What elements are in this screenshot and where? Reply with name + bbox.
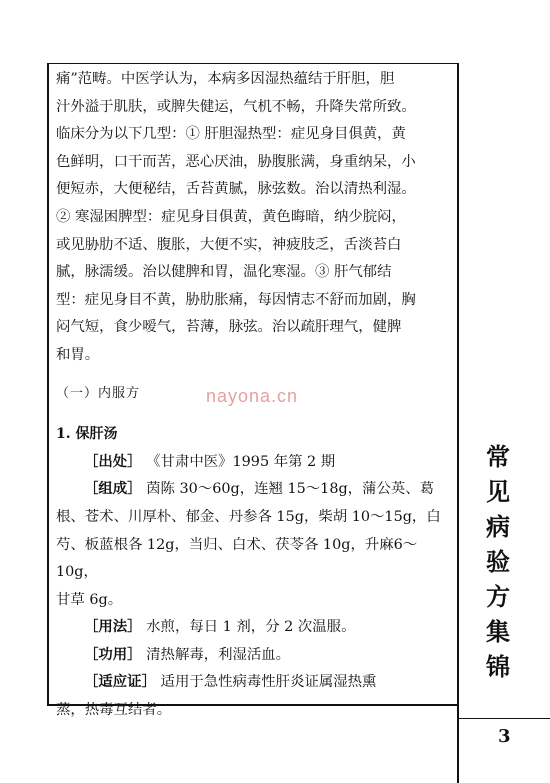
recipe-usage	[56, 614, 452, 642]
source-text: 《甘肃中医》1995 年第 2 期	[146, 453, 336, 470]
side-title-char: 验	[486, 548, 510, 576]
source-tag: ［出处］	[84, 453, 142, 470]
effect-text: 清热解毒，利湿活血。	[146, 646, 291, 663]
page-number-rule	[457, 718, 550, 719]
recipe-effect	[56, 642, 452, 670]
text-line: 和胃。	[56, 346, 100, 363]
recipe-title: 1. 保肝汤	[56, 426, 118, 443]
margin-rule	[457, 63, 459, 783]
recipe-indication	[56, 669, 452, 697]
text-line: 腻，脉濡缓。治以健脾和胃，温化寒湿。③ 肝气郁结	[56, 264, 392, 281]
book-side-title	[478, 440, 518, 685]
side-title-char: 病	[486, 513, 510, 541]
composition-line: 根、苍术、川厚朴、郁金、丹参各 15g，柴胡 10～15g，白	[56, 508, 441, 525]
side-title-char: 集	[486, 618, 510, 646]
text-line: 临床分为以下几型：① 肝胆湿热型：症见身目俱黄，黄	[56, 126, 406, 143]
text-line: 色鲜明，口干而苦，恶心厌油，胁腹胀满，身重纳呆，小	[56, 153, 416, 170]
recipe-source	[56, 449, 452, 477]
intro-paragraph	[56, 66, 452, 370]
text-line: 汁外溢于肌肤，或脾失健运，气机不畅，升降失常所致。	[56, 98, 416, 115]
text-line: 或见胁肋不适、腹胀，大便不实，神疲肢乏，舌淡苔白	[56, 236, 402, 253]
text-line: 痛”范畴。中医学认为，本病多因湿热蕴结于肝胆，胆	[56, 71, 395, 87]
usage-text: 水煎，每日 1 剂，分 2 次温服。	[146, 619, 356, 636]
section-heading: （一）内服方	[56, 385, 141, 401]
text-line: 型：症见身目不黄，胁肋胀痛，每因情志不舒而加剧，胸	[56, 291, 416, 308]
composition-tag: ［组成］	[84, 481, 142, 498]
side-title-char: 方	[486, 583, 510, 611]
side-title-char: 见	[486, 478, 510, 506]
page-number: 3	[498, 726, 511, 747]
watermark: nayona.cn	[206, 386, 299, 406]
indication-line: 蒸，热毒互结者。	[56, 702, 172, 719]
effect-tag: ［功用］	[84, 646, 142, 663]
text-line: 闷气短，食少嗳气，苔薄，脉弦。治以疏肝理气，健脾	[56, 319, 402, 336]
side-title-char: 锦	[486, 653, 510, 681]
recipe-composition	[56, 476, 452, 504]
composition-line: 芍、板蓝根各 12g，当归、白术、茯苓各 10g，升麻6～10g，	[56, 536, 418, 581]
composition-line: 甘草 6g。	[56, 591, 123, 608]
side-title-char: 常	[486, 443, 510, 471]
indication-tag: ［适应证］	[84, 674, 156, 691]
composition-line: 茵陈 30～60g，连翘 15～18g，蒲公英、葛	[146, 481, 435, 498]
text-line: 便短赤，大便秘结，舌苔黄腻，脉弦数。治以清热利湿。	[56, 181, 416, 198]
usage-tag: ［用法］	[84, 619, 142, 636]
indication-line: 适用于急性病毒性肝炎证属湿热熏	[160, 674, 377, 691]
text-line: ② 寒湿困脾型：症见身目俱黄，黄色晦暗，纳少脘闷，	[56, 208, 406, 225]
